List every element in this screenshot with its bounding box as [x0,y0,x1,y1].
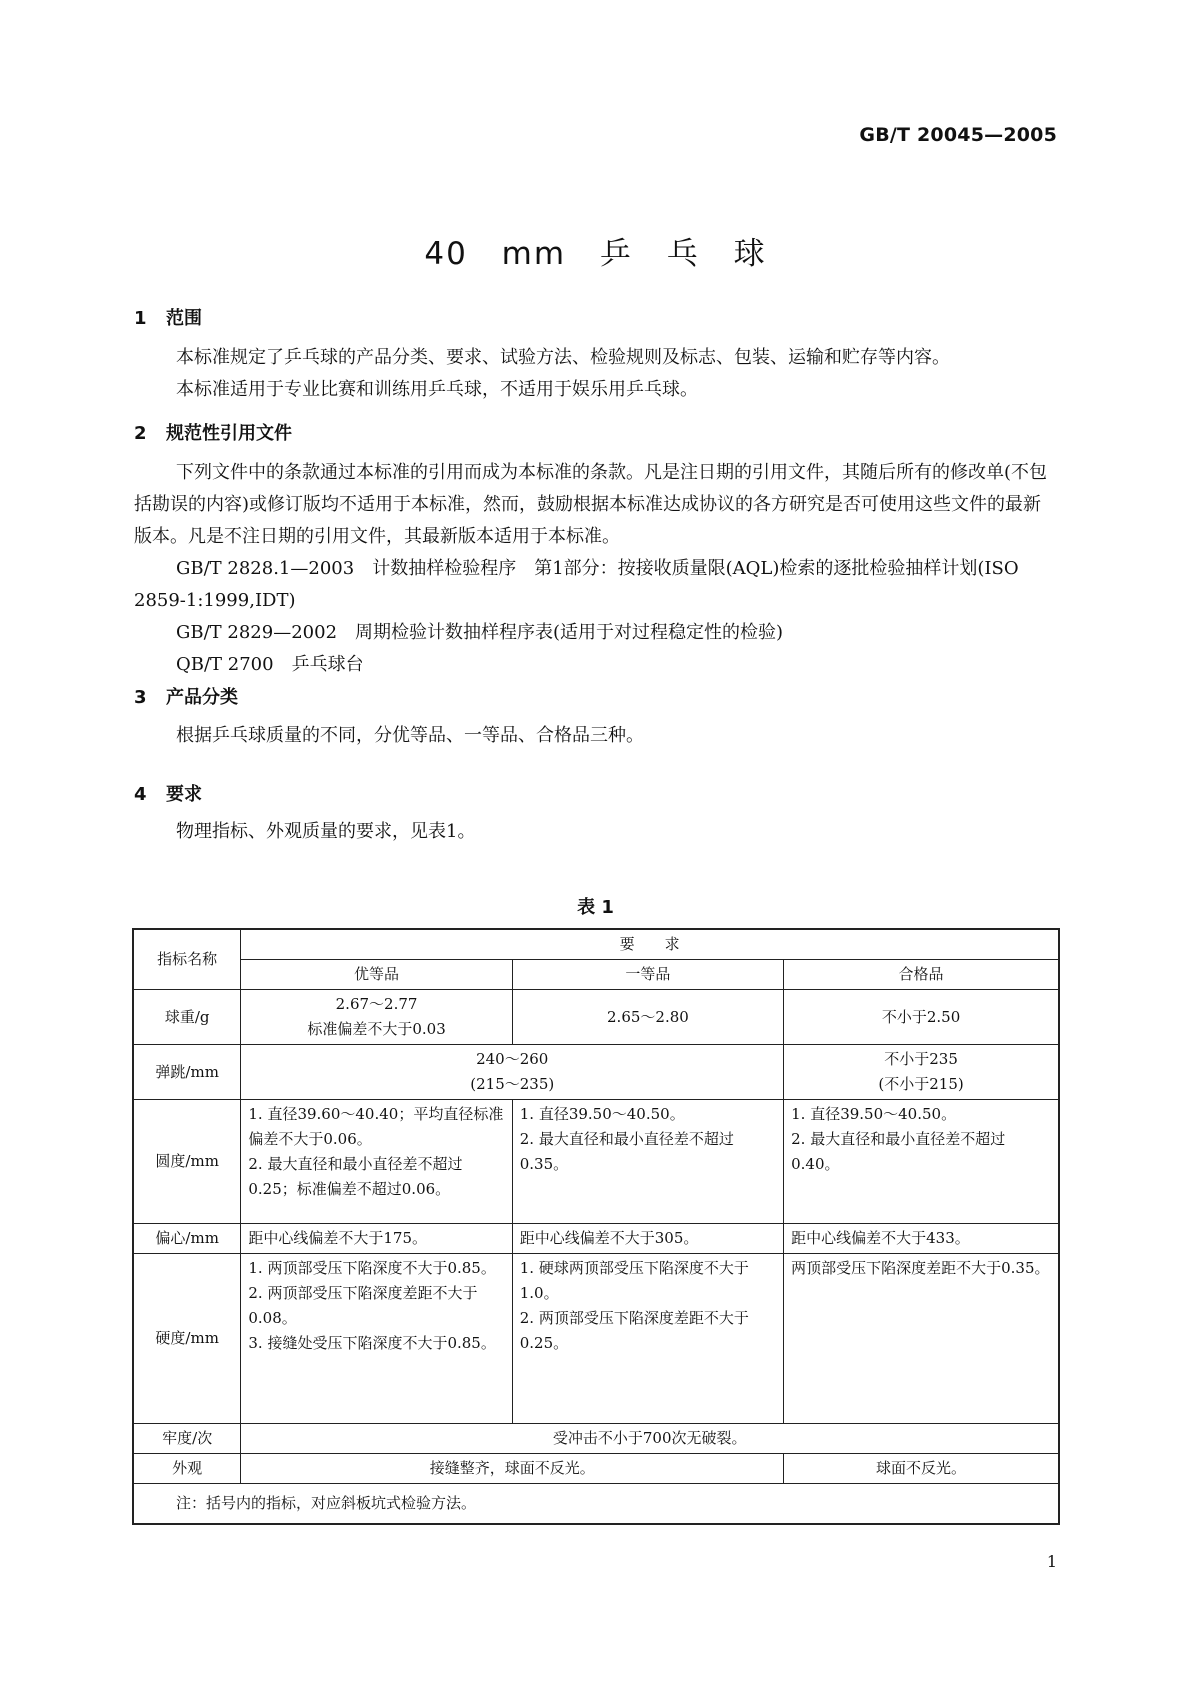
table-cell: 1. 硬球两顶部受压下陷深度不大于1.0。 2. 两顶部受压下陷深度差距不大于0.25。 [512,1254,783,1424]
table-row [133,1045,1059,1100]
table-caption: 表 1 [577,897,614,918]
table-cell: 接缝整齐，球面不反光。 [241,1454,784,1484]
table-cell: 两顶部受压下陷深度差距不大于0.35。 [784,1254,1059,1424]
requirements-table [132,928,1060,1525]
section-1-heading [134,304,202,330]
section-1-body [134,342,1058,406]
section-title: 范围 [166,308,202,329]
header-grade-qualified: 合格品 [784,960,1059,990]
reference-item: GB/T 2829—2002 周期检验计数抽样程序表(适用于对过程稳定性的检验) [176,622,784,643]
section-number: 2 [134,423,147,444]
table-cell: 2.67～2.77 标准偏差不大于0.03 [241,990,512,1045]
paragraph: 本标准适用于专业比赛和训练用乒乓球，不适用于娱乐用乒乓球。 [176,379,698,400]
table-cell: 240～260 (215～235) [241,1045,784,1100]
section-2-heading [134,419,292,445]
row-label: 硬度/mm [133,1254,241,1424]
table-header-row [133,960,1059,990]
table-cell: 1. 两顶部受压下陷深度不大于0.85。 2. 两顶部受压下陷深度差距不大于0.08。 3. 接缝处受压下陷深度不大于0.85。 [241,1254,512,1424]
paragraph: 根据乒乓球质量的不同，分优等品、一等品、合格品三种。 [176,725,644,746]
table-header-row [133,929,1059,960]
header-grade-superior: 优等品 [241,960,512,990]
table-row [133,1254,1059,1424]
standard-code: GB/T 20045—2005 [859,124,1057,146]
section-3-body [134,720,1058,752]
table-cell: 距中心线偏差不大于305。 [512,1224,783,1254]
reference-item: GB/T 2828.1—2003 计数抽样检验程序 第1部分：按接收质量限(AQL)检索的逐批检验抽样计划(ISO 2859-1:1999,IDT) [134,558,1019,611]
table-cell: 1. 直径39.60～40.40；平均直径标准偏差不大于0.06。 2. 最大直径和最小直径差不超过0.25；标准偏差不超过0.06。 [241,1100,512,1224]
header-requirements: 要 求 [241,929,1059,960]
page-number: 1 [1046,1552,1057,1571]
table-cell: 距中心线偏差不大于433。 [784,1224,1059,1254]
section-4-heading [134,780,202,806]
table-row [133,1454,1059,1484]
table-row [133,1224,1059,1254]
section-4-body [134,816,1058,848]
document-title: 40 mm 乒 乓 球 [424,236,767,272]
table-cell: 距中心线偏差不大于175。 [241,1224,512,1254]
section-title: 产品分类 [166,687,238,708]
row-label: 偏心/mm [133,1224,241,1254]
table-row [133,990,1059,1045]
row-label: 圆度/mm [133,1100,241,1224]
section-number: 4 [134,784,147,805]
table-row [133,1424,1059,1454]
table-note: 注：括号内的指标，对应斜板坑式检验方法。 [133,1484,1059,1524]
header-grade-first: 一等品 [512,960,783,990]
section-3-heading [134,683,238,709]
section-title: 规范性引用文件 [166,423,292,444]
table-cell: 不小于235 (不小于215) [784,1045,1059,1100]
row-label: 外观 [133,1454,241,1484]
section-number: 1 [134,308,147,329]
table-cell: 受冲击不小于700次无破裂。 [241,1424,1059,1454]
table-cell: 1. 直径39.50～40.50。 2. 最大直径和最小直径差不超过0.40。 [784,1100,1059,1224]
reference-item: QB/T 2700 乒乓球台 [176,654,364,675]
table-cell: 2.65～2.80 [512,990,783,1045]
table-cell: 不小于2.50 [784,990,1059,1045]
section-number: 3 [134,687,147,708]
paragraph: 本标准规定了乒乓球的产品分类、要求、试验方法、检验规则及标志、包装、运输和贮存等内容。 [176,347,950,368]
row-label: 弹跳/mm [133,1045,241,1100]
row-label: 牢度/次 [133,1424,241,1454]
section-title: 要求 [166,784,202,805]
header-index-name: 指标名称 [133,929,241,990]
section-2-body [134,457,1058,681]
paragraph: 物理指标、外观质量的要求，见表1。 [176,821,476,842]
paragraph: 下列文件中的条款通过本标准的引用而成为本标准的条款。凡是注日期的引用文件，其随后所有的修改单(不包括勘误的内容)或修订版均不适用于本标准，然而，鼓励根据本标准达成协议的各方研究是否可使用这些文件的最新版本。凡是不注日期的引用文件，其最新版本适用于本标准。 [134,462,1048,547]
row-label: 球重/g [133,990,241,1045]
table-note-row [133,1484,1059,1524]
table-row [133,1100,1059,1224]
table-cell: 1. 直径39.50～40.50。 2. 最大直径和最小直径差不超过0.35。 [512,1100,783,1224]
table-cell: 球面不反光。 [784,1454,1059,1484]
